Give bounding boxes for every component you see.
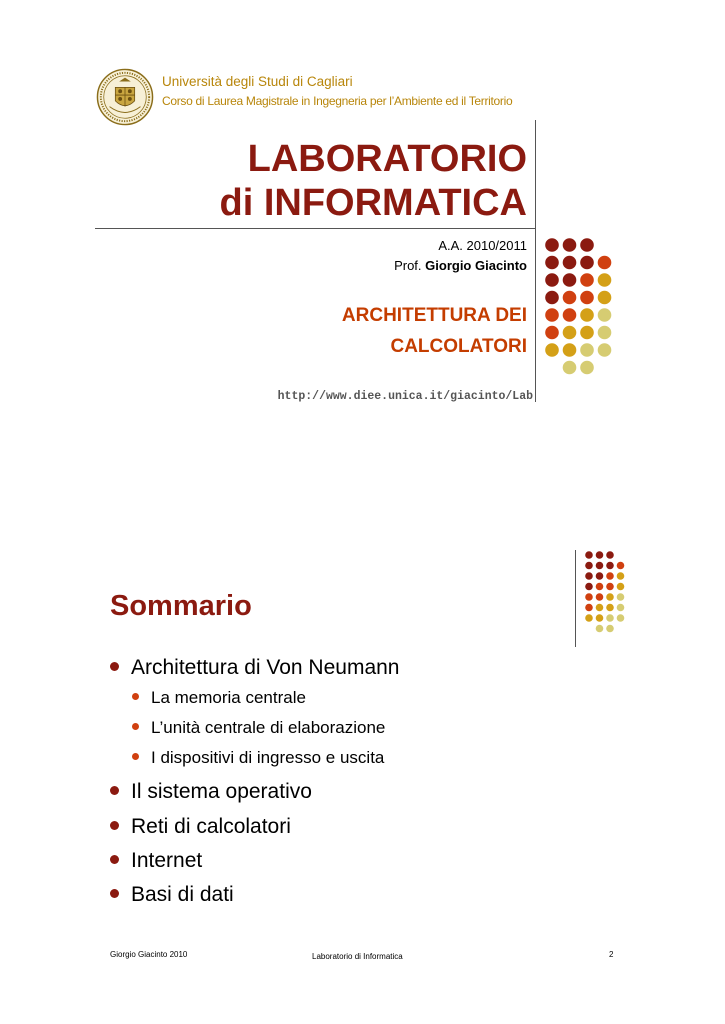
list-item: Basi di dati xyxy=(110,883,234,907)
vertical-divider-2 xyxy=(575,550,576,647)
decorative-dot xyxy=(580,343,594,357)
bullet-icon xyxy=(110,889,119,898)
decorative-dot xyxy=(580,238,594,252)
page-number: 2 xyxy=(609,950,614,959)
decorative-dot xyxy=(580,256,594,270)
course-name: Corso di Laurea Magistrale in Ingegneria per l’Ambiente ed il Territorio xyxy=(162,94,513,108)
decorative-dot xyxy=(598,326,612,340)
decorative-dot xyxy=(580,361,594,375)
professor-name: Giorgio Giacinto xyxy=(425,258,527,273)
professor-prefix: Prof. xyxy=(394,258,422,273)
decorative-dot xyxy=(596,604,604,612)
decorative-dot xyxy=(606,562,614,570)
list-item: Reti di calcolatori xyxy=(110,815,291,839)
decorative-dot xyxy=(606,551,614,559)
decorative-dot xyxy=(585,551,593,559)
decorative-dot xyxy=(596,572,604,580)
decorative-dot xyxy=(598,291,612,305)
decorative-dot xyxy=(606,604,614,612)
decorative-dot xyxy=(580,308,594,322)
decorative-dot xyxy=(563,361,577,375)
bullet-icon xyxy=(132,753,139,760)
decorative-dot xyxy=(617,614,625,622)
subtitle-line-2: CALCOLATORI xyxy=(390,336,527,357)
decorative-dot xyxy=(598,256,612,270)
decorative-dot xyxy=(596,614,604,622)
bullet-icon xyxy=(110,855,119,864)
decorative-dot xyxy=(598,343,612,357)
decorative-dot xyxy=(585,583,593,591)
professor xyxy=(394,258,527,273)
decorative-dot xyxy=(545,273,559,287)
list-item: Internet xyxy=(110,849,202,873)
decorative-dot xyxy=(617,593,625,601)
decorative-dot xyxy=(585,604,593,612)
decorative-dot xyxy=(598,273,612,287)
decorative-dot-grid-large xyxy=(540,236,640,386)
summary-heading: Sommario xyxy=(110,590,252,622)
decorative-dot xyxy=(545,291,559,305)
sub-list-item: La memoria centrale xyxy=(132,688,306,708)
decorative-dot xyxy=(563,291,577,305)
decorative-dot xyxy=(563,273,577,287)
decorative-dot xyxy=(545,343,559,357)
footer-author: Giorgio Giacinto 2010 xyxy=(110,950,188,959)
bullet-icon xyxy=(132,723,139,730)
decorative-dot xyxy=(545,326,559,340)
bullet-icon xyxy=(132,693,139,700)
list-item: Architettura di Von Neumann xyxy=(110,656,400,680)
decorative-dot xyxy=(580,326,594,340)
decorative-dot xyxy=(606,625,614,633)
academic-year: A.A. 2010/2011 xyxy=(438,238,527,253)
decorative-dot xyxy=(606,614,614,622)
bullet-icon xyxy=(110,662,119,671)
decorative-dot xyxy=(563,343,577,357)
horizontal-divider xyxy=(95,228,535,229)
decorative-dot xyxy=(585,614,593,622)
decorative-dot xyxy=(606,572,614,580)
decorative-dot-grid-small xyxy=(584,550,644,640)
decorative-dot xyxy=(617,583,625,591)
decorative-dot xyxy=(596,551,604,559)
decorative-dot xyxy=(563,326,577,340)
decorative-dot xyxy=(563,308,577,322)
university-name: Università degli Studi di Cagliari xyxy=(162,74,353,89)
decorative-dot xyxy=(580,273,594,287)
list-item: Il sistema operativo xyxy=(110,780,312,804)
decorative-dot xyxy=(563,256,577,270)
decorative-dot xyxy=(545,256,559,270)
decorative-dot xyxy=(617,572,625,580)
decorative-dot xyxy=(585,593,593,601)
decorative-dot xyxy=(617,562,625,570)
decorative-dot xyxy=(596,625,604,633)
decorative-dot xyxy=(596,593,604,601)
course-url[interactable]: http://www.diee.unica.it/giacinto/Lab xyxy=(277,390,533,403)
decorative-dot xyxy=(580,291,594,305)
sub-list-item: I dispositivi di ingresso e uscita xyxy=(132,748,384,768)
decorative-dot xyxy=(585,572,593,580)
decorative-dot xyxy=(585,562,593,570)
decorative-dot xyxy=(545,308,559,322)
sub-list-item: L’unità centrale di elaborazione xyxy=(132,718,385,738)
decorative-dot xyxy=(598,308,612,322)
decorative-dot xyxy=(606,583,614,591)
title-line-1: LABORATORIO xyxy=(247,138,527,180)
decorative-dot xyxy=(606,593,614,601)
decorative-dot xyxy=(596,583,604,591)
subtitle-line-1: ARCHITETTURA DEI xyxy=(341,305,527,326)
vertical-divider xyxy=(535,120,536,402)
decorative-dot xyxy=(617,604,625,612)
decorative-dot xyxy=(563,238,577,252)
decorative-dot xyxy=(596,562,604,570)
bullet-icon xyxy=(110,786,119,795)
title-line-2: di INFORMATICA xyxy=(219,182,527,224)
university-seal-logo xyxy=(96,68,154,126)
bullet-icon xyxy=(110,821,119,830)
decorative-dot xyxy=(545,238,559,252)
footer-title: Laboratorio di Informatica xyxy=(312,952,403,961)
